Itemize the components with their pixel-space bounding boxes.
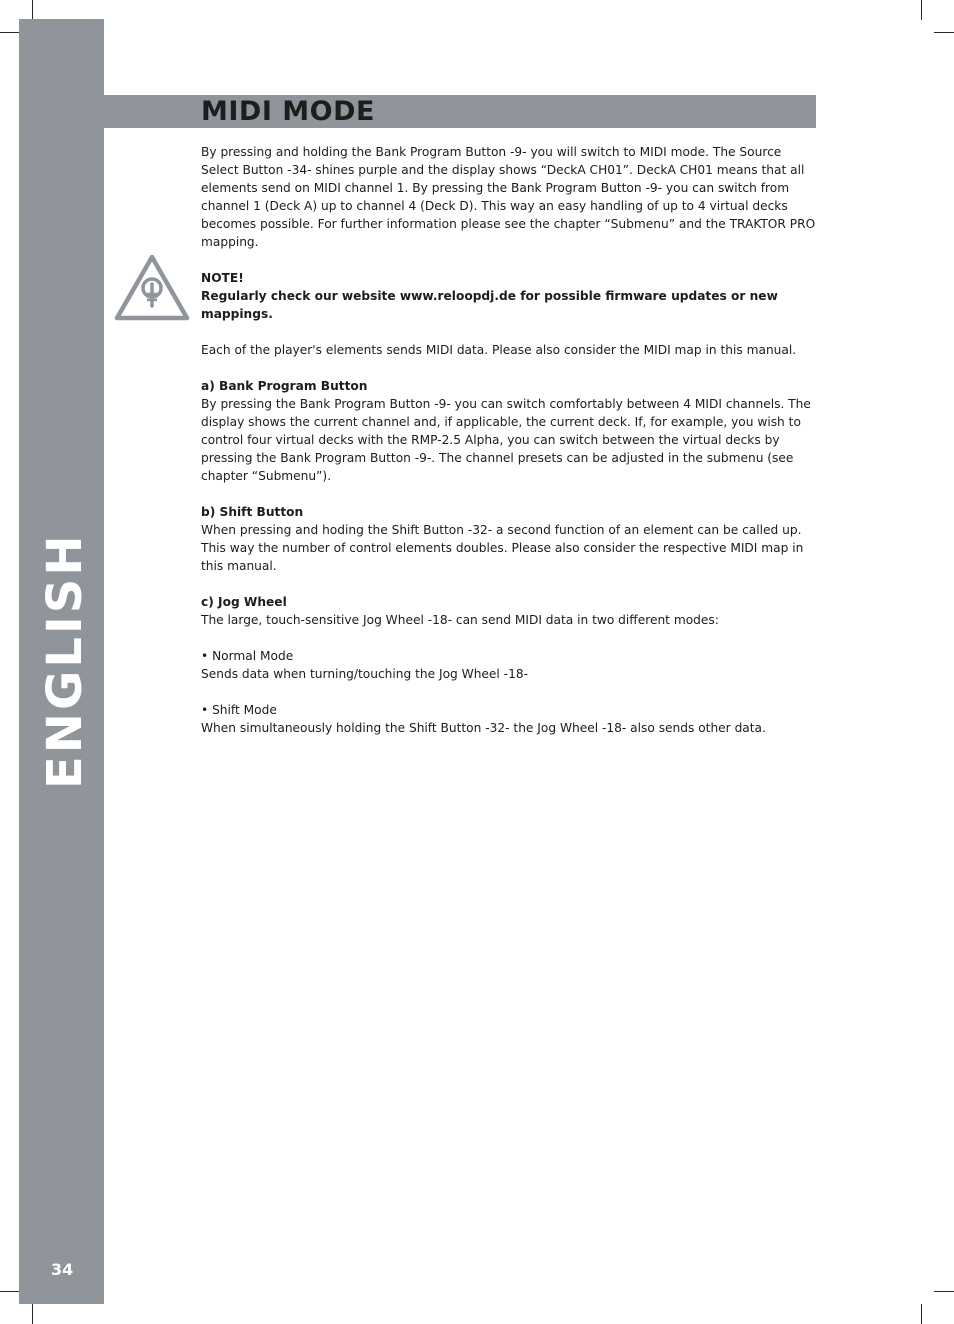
mode-normal [201,647,817,683]
crop-mark [934,32,954,33]
midi-data-paragraph: Each of the player's elements sends MIDI data. Please also consider the MIDI map in this manual. [201,343,797,357]
intro-paragraph: By pressing and holding the Bank Program Button -9- you will switch to MIDI mode. The Source Select Button -34- shines purple and the display shows “DeckA CH01”. DeckA CH01 means that all elements send on MIDI channel 1. By pressing the Bank Program Button -9- you can switch from channel 1 (Deck A) up to channel 4 (Deck D). This way an easy handling of up to 4 virtual decks becomes possible. For further information please see the chapter “Submenu” and the TRAKTOR PRO mapping. [201,145,816,249]
note-text: Regularly check our website www.reloopdj.de for possible firmware updates or new mappings. [201,289,778,321]
section-text: The large, touch-sensitive Jog Wheel -18- can send MIDI data in two different modes: [201,613,719,627]
section-text: By pressing the Bank Program Button -9- you can switch comfortably between 4 MIDI channels. The display shows the current channel and, if applicable, the current deck. If, for example, you wish to control four virtual decks with the RMP-2.5 Alpha, you can switch between the virtual decks by pressing the Bank Program Button -9-. The channel presets can be adjusted in the submenu (see chapter “Submenu”). [201,397,811,483]
main-content [201,143,817,755]
crop-mark [921,1304,922,1324]
warning-icon [114,254,190,322]
note-block [201,269,817,323]
section-heading: a) Bank Program Button [201,379,368,393]
crop-mark [32,0,33,20]
section-heading: b) Shift Button [201,505,304,519]
mode-text: When simultaneously holding the Shift Button -32- the Jog Wheel -18- also sends other data. [201,721,766,735]
section-jog-wheel [201,593,817,629]
mode-label: • Shift Mode [201,703,277,717]
crop-mark [0,32,20,33]
language-label: ENGLISH [37,532,93,789]
crop-mark [32,1304,33,1324]
mode-text: Sends data when turning/touching the Jog Wheel -18- [201,667,528,681]
page-title: MIDI MODE [201,96,375,127]
language-sidebar [19,19,104,1304]
mode-shift [201,701,817,737]
mode-label: • Normal Mode [201,649,294,663]
crop-mark [934,1291,954,1292]
section-heading: c) Jog Wheel [201,595,287,609]
crop-mark [921,0,922,20]
section-text: When pressing and hoding the Shift Button -32- a second function of an element can be called up. This way the number of control elements doubles. Please also consider the respective MIDI map in this manual. [201,523,804,573]
section-shift-button [201,503,817,575]
section-bank-program [201,377,817,485]
note-heading: NOTE! [201,271,244,285]
page-number: 34 [51,1260,74,1279]
crop-mark [0,1291,20,1292]
